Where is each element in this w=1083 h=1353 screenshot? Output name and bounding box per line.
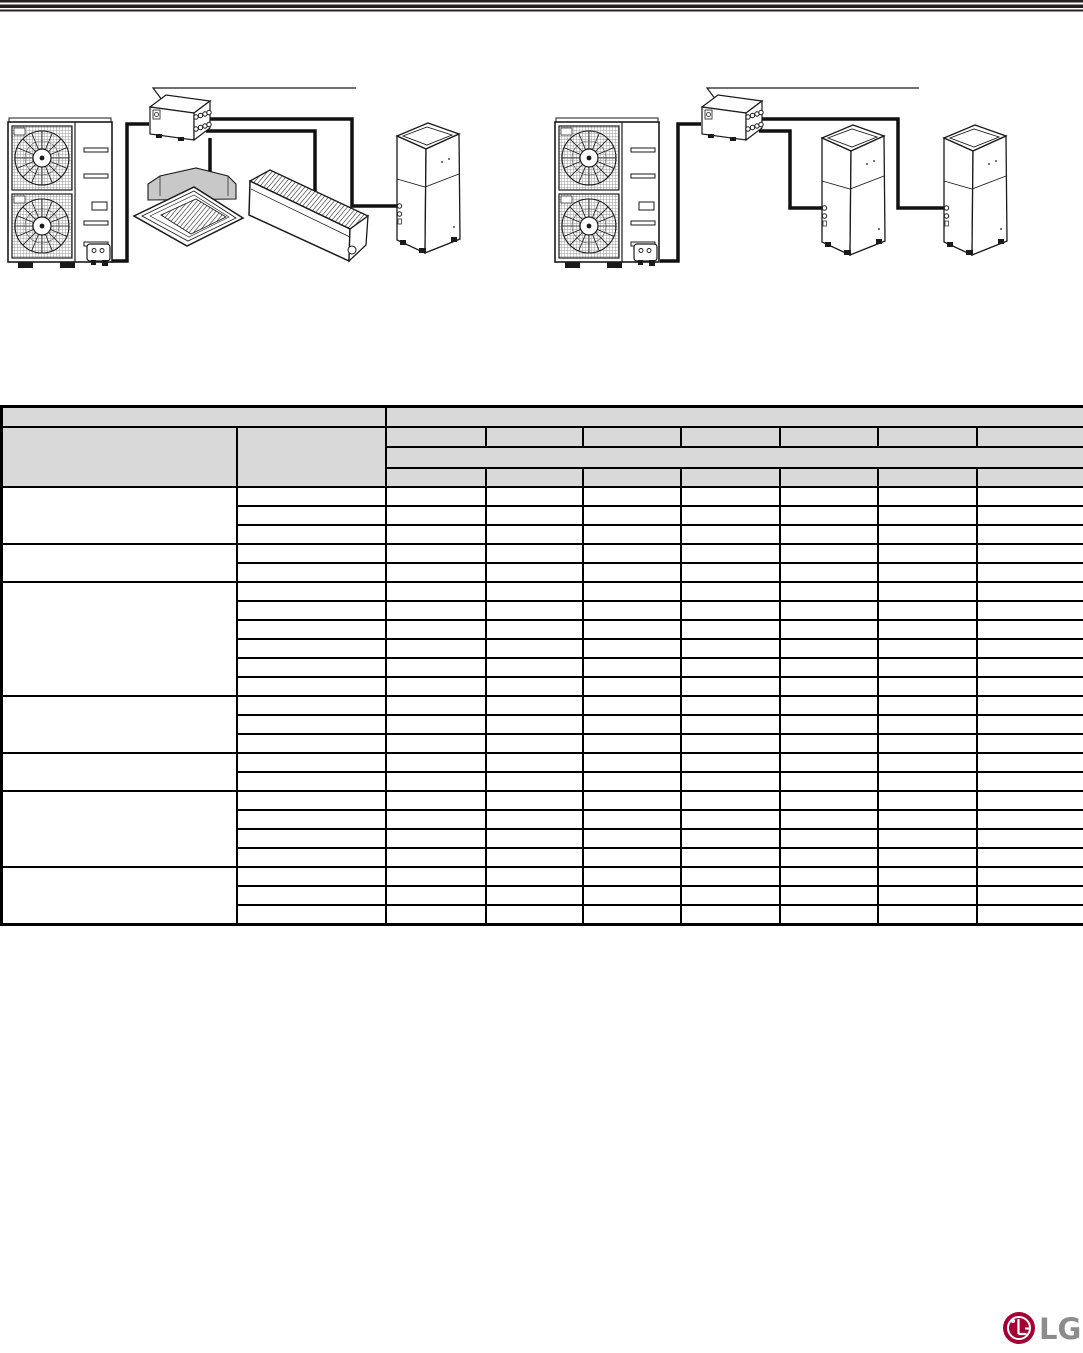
branch-distributor-illustration — [150, 95, 211, 141]
table-cell — [977, 715, 1083, 734]
table-cell — [386, 506, 486, 525]
table-cell — [486, 639, 583, 658]
table-cell — [878, 715, 977, 734]
table-cell — [780, 867, 878, 886]
row-label-cell — [237, 620, 386, 639]
blank-specification-table — [0, 405, 1083, 926]
row-group-cell — [2, 487, 237, 544]
table-cell — [780, 601, 878, 620]
table-cell — [681, 544, 780, 563]
table-cell — [583, 544, 681, 563]
table-cell — [681, 715, 780, 734]
lg-logo — [997, 1306, 1083, 1350]
table-cell — [681, 791, 780, 810]
row-label-cell — [237, 582, 386, 601]
outdoor-unit-illustration — [555, 118, 659, 268]
table-cell — [583, 791, 681, 810]
table-cell — [583, 525, 681, 544]
table-cell — [780, 829, 878, 848]
table-cell — [780, 487, 878, 506]
row-label-cell — [237, 563, 386, 582]
table-cell — [878, 696, 977, 715]
table-cell — [681, 601, 780, 620]
table-cell — [486, 734, 583, 753]
row-label-cell — [237, 867, 386, 886]
header-sub-top-cell — [386, 427, 486, 447]
table-cell — [977, 525, 1083, 544]
table-cell — [681, 525, 780, 544]
row-label-cell — [237, 829, 386, 848]
table-cell — [386, 810, 486, 829]
table-cell — [977, 772, 1083, 791]
header-sub-top-cell — [780, 427, 878, 447]
table-cell — [681, 582, 780, 601]
table-cell — [486, 886, 583, 905]
header-sub-bottom-cell — [780, 468, 878, 487]
header-sub-bottom-cell — [977, 468, 1083, 487]
lg-logo-text: LG — [1039, 1312, 1082, 1346]
table-cell — [780, 658, 878, 677]
table-cell — [583, 582, 681, 601]
table-cell — [681, 563, 780, 582]
header-sub-top-cell — [878, 427, 977, 447]
table-cell — [486, 715, 583, 734]
table-cell — [583, 487, 681, 506]
table-cell — [878, 848, 977, 867]
row-label-cell — [237, 544, 386, 563]
table-cell — [386, 715, 486, 734]
table-cell — [583, 772, 681, 791]
table-cell — [878, 639, 977, 658]
table-cell — [681, 487, 780, 506]
row-label-cell — [237, 848, 386, 867]
row-label-cell — [237, 734, 386, 753]
table-cell — [780, 886, 878, 905]
table-cell — [977, 620, 1083, 639]
air-handler-illustration — [822, 125, 885, 255]
table-cell — [878, 487, 977, 506]
air-handler-illustration — [397, 123, 460, 253]
table-cell — [386, 544, 486, 563]
table-cell — [878, 886, 977, 905]
table-cell — [878, 563, 977, 582]
header-sub-bottom-cell — [386, 468, 486, 487]
lg-symbol-icon — [1003, 1312, 1035, 1344]
table-cell — [977, 886, 1083, 905]
row-label-cell — [237, 715, 386, 734]
table-cell — [386, 753, 486, 772]
table-cell — [780, 772, 878, 791]
row-label-cell — [237, 810, 386, 829]
table-cell — [583, 886, 681, 905]
table-cell — [386, 886, 486, 905]
table-cell — [386, 696, 486, 715]
row-group-cell — [2, 791, 237, 867]
header-title-left — [2, 407, 386, 428]
header-col2 — [237, 427, 386, 487]
table-cell — [583, 734, 681, 753]
table-cell — [878, 791, 977, 810]
table-cell — [780, 620, 878, 639]
header-title-right — [386, 407, 1083, 428]
table-cell — [977, 677, 1083, 696]
table-cell — [386, 658, 486, 677]
outdoor-unit-illustration — [8, 118, 112, 268]
table-cell — [681, 677, 780, 696]
table-cell — [486, 506, 583, 525]
table-cell — [977, 905, 1083, 925]
table-cell — [878, 677, 977, 696]
table-cell — [486, 791, 583, 810]
table-cell — [977, 487, 1083, 506]
header-sub-top-cell — [486, 427, 583, 447]
table-cell — [583, 563, 681, 582]
table-cell — [681, 829, 780, 848]
row-label-cell — [237, 772, 386, 791]
table-cell — [486, 658, 583, 677]
table-cell — [386, 487, 486, 506]
table-cell — [977, 544, 1083, 563]
table-cell — [977, 506, 1083, 525]
table-cell — [583, 639, 681, 658]
table-cell — [486, 487, 583, 506]
table-cell — [486, 772, 583, 791]
table-cell — [386, 791, 486, 810]
table-cell — [977, 829, 1083, 848]
table-cell — [780, 696, 878, 715]
table-cell — [878, 658, 977, 677]
table-cell — [878, 734, 977, 753]
table-cell — [386, 601, 486, 620]
table-cell — [878, 829, 977, 848]
table-cell — [977, 753, 1083, 772]
system-diagram-left — [8, 88, 460, 268]
table-cell — [977, 563, 1083, 582]
table-cell — [878, 601, 977, 620]
row-label-cell — [237, 601, 386, 620]
table-cell — [583, 658, 681, 677]
table-cell — [977, 867, 1083, 886]
header-sub-top-cell — [977, 427, 1083, 447]
table-cell — [780, 677, 878, 696]
table-cell — [681, 620, 780, 639]
table-cell — [486, 620, 583, 639]
table-cell — [681, 867, 780, 886]
table-cell — [977, 658, 1083, 677]
table-cell — [681, 639, 780, 658]
table-cell — [780, 810, 878, 829]
table-cell — [977, 601, 1083, 620]
header-sub-top-cell — [583, 427, 681, 447]
table-cell — [780, 791, 878, 810]
table-cell — [780, 544, 878, 563]
row-group-cell — [2, 582, 237, 696]
table-cell — [386, 563, 486, 582]
row-label-cell — [237, 696, 386, 715]
table-cell — [386, 734, 486, 753]
table-cell — [780, 525, 878, 544]
air-handler-illustration — [944, 125, 1007, 255]
table-cell — [486, 525, 583, 544]
table-cell — [977, 582, 1083, 601]
table-cell — [386, 867, 486, 886]
table-cell — [386, 639, 486, 658]
table-cell — [780, 582, 878, 601]
row-label-cell — [237, 905, 386, 925]
table-cell — [977, 810, 1083, 829]
header-sub-top-cell — [681, 427, 780, 447]
table-cell — [681, 696, 780, 715]
table-cell — [878, 544, 977, 563]
table-cell — [780, 848, 878, 867]
table-cell — [780, 639, 878, 658]
table-cell — [780, 905, 878, 925]
table-cell — [681, 753, 780, 772]
branch-distributor-illustration — [702, 95, 763, 141]
row-label-cell — [237, 753, 386, 772]
table-cell — [878, 582, 977, 601]
table-cell — [878, 772, 977, 791]
table-cell — [878, 525, 977, 544]
table-cell — [386, 582, 486, 601]
spec-table — [0, 405, 1083, 926]
table-cell — [583, 848, 681, 867]
table-cell — [780, 753, 878, 772]
table-cell — [486, 753, 583, 772]
table-cell — [583, 867, 681, 886]
table-cell — [780, 734, 878, 753]
table-cell — [386, 829, 486, 848]
row-label-cell — [237, 677, 386, 696]
row-label-cell — [237, 639, 386, 658]
table-cell — [486, 601, 583, 620]
header-sub-bottom-cell — [681, 468, 780, 487]
table-cell — [583, 810, 681, 829]
refrigerant-piping-lines — [660, 119, 945, 261]
system-diagram-right — [555, 88, 1007, 268]
header-col1 — [2, 427, 237, 487]
header-sub-bottom-cell — [486, 468, 583, 487]
table-cell — [386, 772, 486, 791]
table-cell — [977, 696, 1083, 715]
table-cell — [681, 848, 780, 867]
table-cell — [780, 715, 878, 734]
table-cell — [486, 677, 583, 696]
table-cell — [486, 696, 583, 715]
row-label-cell — [237, 525, 386, 544]
table-cell — [878, 620, 977, 639]
table-cell — [583, 677, 681, 696]
table-cell — [386, 905, 486, 925]
table-cell — [681, 886, 780, 905]
table-cell — [681, 506, 780, 525]
table-cell — [878, 905, 977, 925]
table-cell — [780, 563, 878, 582]
wall-mounted-unit-illustration — [249, 170, 368, 261]
header-sub-merged-cell — [386, 447, 1083, 468]
table-cell — [878, 810, 977, 829]
row-label-cell — [237, 886, 386, 905]
table-cell — [583, 753, 681, 772]
row-group-cell — [2, 867, 237, 925]
table-cell — [583, 601, 681, 620]
table-cell — [486, 810, 583, 829]
row-group-cell — [2, 753, 237, 791]
header-sub-bottom-cell — [878, 468, 977, 487]
table-cell — [486, 544, 583, 563]
table-cell — [681, 658, 780, 677]
table-cell — [583, 715, 681, 734]
table-cell — [977, 791, 1083, 810]
table-cell — [486, 582, 583, 601]
table-cell — [486, 829, 583, 848]
table-cell — [878, 506, 977, 525]
system-diagrams — [0, 0, 1083, 330]
table-cell — [681, 734, 780, 753]
header-sub-bottom-cell — [583, 468, 681, 487]
table-cell — [486, 905, 583, 925]
table-cell — [386, 525, 486, 544]
table-cell — [583, 696, 681, 715]
table-cell — [386, 677, 486, 696]
table-cell — [486, 848, 583, 867]
table-cell — [583, 905, 681, 925]
table-cell — [486, 563, 583, 582]
row-label-cell — [237, 487, 386, 506]
row-group-cell — [2, 696, 237, 753]
ceiling-cassette-illustration — [134, 168, 243, 246]
table-cell — [583, 829, 681, 848]
table-cell — [977, 848, 1083, 867]
table-cell — [878, 753, 977, 772]
table-cell — [583, 506, 681, 525]
row-label-cell — [237, 506, 386, 525]
table-cell — [878, 867, 977, 886]
table-cell — [386, 620, 486, 639]
table-cell — [780, 506, 878, 525]
table-cell — [977, 734, 1083, 753]
row-group-cell — [2, 544, 237, 582]
table-cell — [681, 772, 780, 791]
table-cell — [583, 620, 681, 639]
table-cell — [681, 810, 780, 829]
table-cell — [681, 905, 780, 925]
table-cell — [977, 639, 1083, 658]
table-cell — [486, 867, 583, 886]
row-label-cell — [237, 791, 386, 810]
row-label-cell — [237, 658, 386, 677]
table-cell — [386, 848, 486, 867]
